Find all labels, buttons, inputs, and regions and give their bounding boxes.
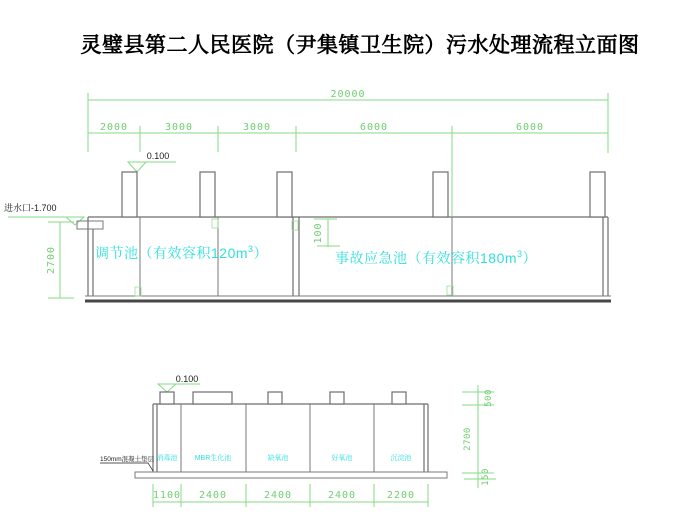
roof-stub bbox=[392, 392, 406, 404]
roof-stub bbox=[590, 172, 605, 217]
cell-label-1: 消毒池 bbox=[156, 455, 178, 462]
roof-stub bbox=[200, 172, 215, 217]
emergency-tank-label bbox=[335, 249, 537, 266]
tank1-label-close: ） bbox=[253, 245, 269, 261]
tank1-label-sup: 3 bbox=[248, 244, 254, 254]
tank2-label-sup: 3 bbox=[517, 249, 523, 259]
lower-right-dimensions bbox=[462, 385, 496, 488]
dim-100: 100 bbox=[313, 222, 324, 244]
dim-2400-c: 2400 bbox=[327, 490, 357, 501]
regulating-tank-label bbox=[95, 244, 268, 261]
dim-2400-b: 2400 bbox=[263, 490, 293, 501]
dim-2400-a: 2400 bbox=[198, 490, 228, 501]
dim-500: 500 bbox=[484, 389, 494, 407]
tank1-label-text: 调节池（有效容积120m bbox=[95, 245, 249, 261]
roof-stub bbox=[277, 172, 292, 217]
inlet-pipe bbox=[77, 221, 103, 229]
dim-6000-a: 6000 bbox=[359, 122, 389, 133]
elevation-triangle-icon bbox=[158, 384, 176, 392]
roof-stub bbox=[193, 392, 232, 404]
roof-stub bbox=[268, 392, 282, 404]
dim-20000: 20000 bbox=[330, 89, 366, 100]
tank-roof-stubs bbox=[122, 172, 605, 217]
cell-label-5: 沉淀池 bbox=[390, 455, 412, 462]
dim-6000-b: 6000 bbox=[515, 122, 545, 133]
cell-label-2: MBR生化池 bbox=[194, 455, 232, 462]
upper-elevation-value: 0.100 bbox=[146, 151, 170, 161]
upper-total-dimension bbox=[88, 89, 608, 153]
inlet-label: 进水口-1.700 bbox=[4, 203, 57, 213]
equipment-roof-stubs bbox=[160, 392, 406, 404]
dim-150: 150 bbox=[481, 468, 491, 486]
dim-3000-b: 3000 bbox=[242, 122, 272, 133]
lower-elevation-value: 0.100 bbox=[175, 374, 199, 384]
upper-depth-dimension bbox=[46, 222, 74, 298]
base-slab-label: 150mm混凝土垫层 bbox=[100, 456, 155, 463]
upper-elevation-marker bbox=[128, 151, 176, 172]
roof-stub bbox=[433, 172, 448, 217]
dim-2200: 2200 bbox=[386, 490, 416, 501]
drawing-title: 灵璧县第二人民医院（尹集镇卫生院）污水处理流程立面图 bbox=[80, 33, 640, 57]
freeboard-dimension bbox=[313, 219, 340, 247]
lower-bottom-dimensions bbox=[153, 484, 428, 507]
dim-2000: 2000 bbox=[99, 122, 129, 133]
tank2-label-close: ） bbox=[522, 250, 538, 266]
roof-stub bbox=[160, 392, 174, 404]
upper-elevation-view bbox=[4, 89, 611, 301]
equipment-cell-labels bbox=[157, 453, 412, 462]
lower-elevation-view bbox=[100, 374, 496, 507]
dim-3000-a: 3000 bbox=[164, 122, 194, 133]
dim-2700-lower: 2700 bbox=[463, 427, 473, 451]
roof-stub bbox=[122, 172, 137, 217]
base-slab-callout bbox=[100, 454, 155, 471]
cell-label-4: 好氧池 bbox=[331, 455, 353, 462]
tank2-label-text: 事故应急池（有效容积180m bbox=[335, 250, 518, 266]
lower-elevation-marker bbox=[158, 374, 200, 392]
roof-stub bbox=[330, 392, 344, 404]
dim-1100: 1100 bbox=[152, 490, 182, 501]
upper-segment-dimensions bbox=[88, 122, 608, 216]
concrete-base-slab bbox=[135, 472, 447, 478]
cell-label-3: 缺氧池 bbox=[267, 455, 289, 462]
elevation-triangle-icon bbox=[128, 162, 146, 172]
dim-2700-upper: 2700 bbox=[46, 245, 57, 275]
